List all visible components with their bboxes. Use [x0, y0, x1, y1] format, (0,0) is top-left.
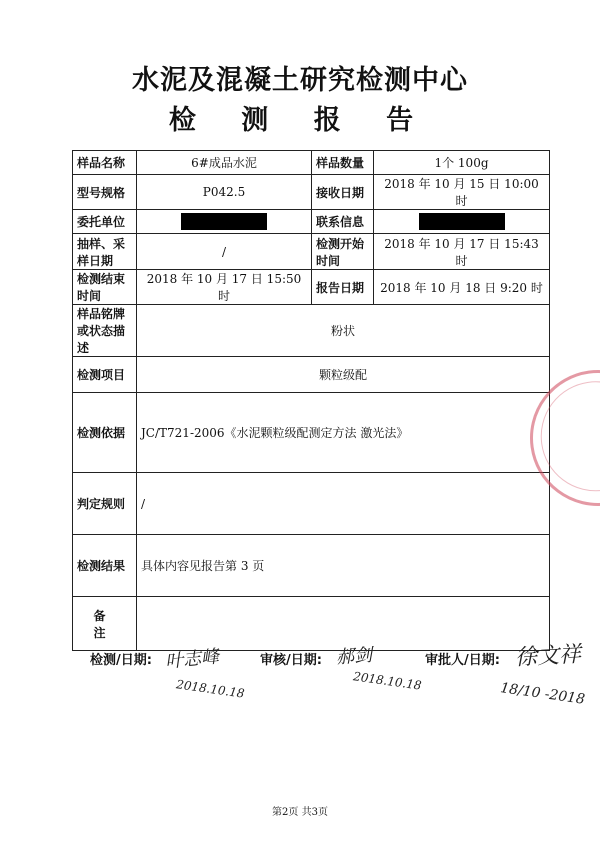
- approver-signature: 徐文祥: [514, 642, 582, 671]
- sample-name-value: 6#成品水泥: [137, 151, 312, 175]
- table-row: [73, 357, 550, 393]
- table-row: [73, 175, 550, 210]
- tester-label: 检测/日期:: [90, 653, 152, 668]
- table-row: [73, 270, 550, 305]
- approver-date: 18/10 -2018: [499, 680, 586, 708]
- page-number: 第2页 共3页: [272, 807, 328, 818]
- reviewer-label: 审核/日期:: [260, 653, 322, 668]
- reviewer-signature: 郝剑: [335, 644, 373, 669]
- report-table: [72, 150, 550, 651]
- test-start-label: 检测开始时间: [312, 234, 374, 270]
- receive-date-label: 接收日期: [312, 175, 374, 210]
- basis-label: 检测依据: [73, 393, 137, 473]
- rule-label: 判定规则: [73, 473, 137, 535]
- nameplate-label: 样品铭牌或状态描述: [73, 305, 137, 357]
- sample-name-label: 样品名称: [73, 151, 137, 175]
- test-item-value: 颗粒级配: [137, 357, 550, 393]
- sample-qty-value: 1个 100g: [374, 151, 550, 175]
- nameplate-value: 粉状: [137, 305, 550, 357]
- redacted-block: [419, 213, 505, 230]
- model-value: P042.5: [137, 175, 312, 210]
- tester-date: 2018.10.18: [175, 677, 246, 701]
- table-row: [73, 535, 550, 597]
- model-label: 型号规格: [73, 175, 137, 210]
- sample-qty-label: 样品数量: [312, 151, 374, 175]
- table-row: [73, 305, 550, 357]
- table-row: [73, 597, 550, 651]
- table-row: [73, 151, 550, 175]
- test-end-value: 2018 年 10 月 17 日 15:50 时: [137, 270, 312, 305]
- basis-value: JC/T721-2006《水泥颗粒级配测定方法 激光法》: [137, 393, 550, 473]
- reviewer-date: 2018.10.18: [352, 669, 423, 693]
- table-row: [73, 234, 550, 270]
- result-value: 具体内容见报告第 3 页: [137, 535, 550, 597]
- test-item-label: 检测项目: [73, 357, 137, 393]
- remark-label: 备 注: [73, 597, 137, 651]
- sampling-date-value: /: [137, 234, 312, 270]
- contact-value: [374, 210, 550, 234]
- approver-label: 审批人/日期:: [425, 653, 500, 668]
- report-date-label: 报告日期: [312, 270, 374, 305]
- report-doc-title: 检 测 报 告: [168, 105, 432, 136]
- contact-label: 联系信息: [312, 210, 374, 234]
- report-date-value: 2018 年 10 月 18 日 9:20 时: [374, 270, 550, 305]
- receive-date-value: 2018 年 10 月 15 日 10:00 时: [374, 175, 550, 210]
- table-row: [73, 393, 550, 473]
- rule-value: /: [137, 473, 550, 535]
- result-label: 检测结果: [73, 535, 137, 597]
- table-row: [73, 210, 550, 234]
- client-label: 委托单位: [73, 210, 137, 234]
- tester-signature: 叶志峰: [164, 646, 221, 673]
- table-row: [73, 473, 550, 535]
- redacted-block: [181, 213, 267, 230]
- report-org-title: 水泥及混凝土研究检测中心: [132, 65, 468, 96]
- test-start-value: 2018 年 10 月 17 日 15:43 时: [374, 234, 550, 270]
- sampling-date-label: 抽样、采样日期: [73, 234, 137, 270]
- test-end-label: 检测结束时间: [73, 270, 137, 305]
- client-value: [137, 210, 312, 234]
